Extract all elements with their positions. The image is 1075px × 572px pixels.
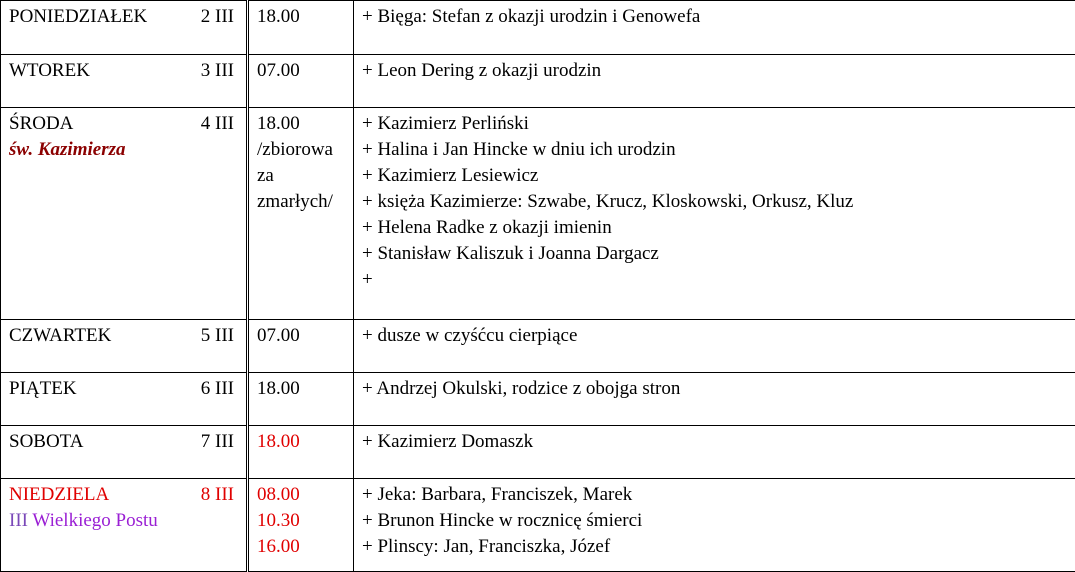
time-cell	[248, 426, 354, 479]
liturgical-week-name: Wielkiego Postu	[32, 510, 157, 531]
day-date: 8 III	[201, 482, 234, 508]
day-cell	[1, 108, 248, 320]
intention: + Bięga: Stefan z okazji urodzin i Genowefa	[362, 4, 1067, 30]
time-cell	[248, 108, 354, 320]
intention: + Kazimierz Perliński	[362, 111, 1067, 137]
day-name: CZWARTEK	[9, 323, 111, 349]
intention: + Jeka: Barbara, Franciszek, Marek	[362, 482, 1067, 508]
table-row-monday	[1, 1, 1075, 55]
intention: + księża Kazimierze: Szwabe, Krucz, Kloskowski, Orkusz, Kluz	[362, 189, 1067, 215]
time-cell	[248, 1, 354, 55]
intention: + dusze w czyśćcu cierpiące	[362, 323, 1067, 349]
mass-time: 18.00	[257, 376, 345, 402]
intentions-cell	[354, 479, 1075, 572]
intention: +	[362, 267, 1067, 293]
day-name: WTOREK	[9, 58, 90, 84]
mass-note: za	[257, 163, 345, 189]
day-name: SOBOTA	[9, 429, 84, 455]
table-row-tuesday	[1, 55, 1075, 108]
liturgical-week-number: III	[9, 510, 28, 531]
day-name: PONIEDZIAŁEK	[9, 4, 147, 30]
time-cell	[248, 320, 354, 373]
intention: + Stanisław Kaliszuk i Joanna Dargacz	[362, 241, 1067, 267]
intentions-cell	[354, 426, 1075, 479]
day-cell	[1, 55, 248, 108]
day-cell	[1, 426, 248, 479]
mass-time: 08.00	[257, 482, 345, 508]
day-cell	[1, 1, 248, 55]
day-date: 3 III	[201, 58, 234, 84]
day-date: 2 III	[201, 4, 234, 30]
day-date: 5 III	[201, 323, 234, 349]
intention: + Andrzej Okulski, rodzice z obojga stron	[362, 376, 1067, 402]
mass-note: zmarłych/	[257, 189, 345, 215]
mass-time: 10.30	[257, 508, 345, 534]
liturgical-week	[9, 508, 238, 534]
table-row-wednesday	[1, 108, 1075, 320]
table-row-sunday	[1, 479, 1075, 572]
intention: + Halina i Jan Hincke w dniu ich urodzin	[362, 137, 1067, 163]
mass-time: 16.00	[257, 534, 345, 560]
day-date: 6 III	[201, 376, 234, 402]
mass-note: /zbiorowa	[257, 137, 345, 163]
mass-time: 18.00	[257, 429, 345, 455]
table-row-friday	[1, 373, 1075, 426]
intention: + Kazimierz Lesiewicz	[362, 163, 1067, 189]
mass-time: 18.00	[257, 111, 345, 137]
day-date: 4 III	[201, 111, 234, 137]
intentions-cell	[354, 55, 1075, 108]
intentions-cell	[354, 108, 1075, 320]
day-cell	[1, 479, 248, 572]
day-date: 7 III	[201, 429, 234, 455]
intentions-cell	[354, 320, 1075, 373]
feast-name: św. Kazimierza	[9, 137, 238, 163]
day-name: PIĄTEK	[9, 376, 77, 402]
day-name: NIEDZIELA	[9, 482, 109, 508]
mass-time: 07.00	[257, 323, 345, 349]
intention: + Leon Dering z okazji urodzin	[362, 58, 1067, 84]
time-cell	[248, 373, 354, 426]
mass-time: 07.00	[257, 58, 345, 84]
intention: + Kazimierz Domaszk	[362, 429, 1067, 455]
mass-time: 18.00	[257, 4, 345, 30]
intention: + Brunon Hincke w rocznicę śmierci	[362, 508, 1067, 534]
day-cell	[1, 320, 248, 373]
day-name: ŚRODA	[9, 111, 73, 137]
table-row-thursday	[1, 320, 1075, 373]
table-row-saturday	[1, 426, 1075, 479]
intentions-cell	[354, 1, 1075, 55]
time-cell	[248, 55, 354, 108]
intention: + Plinscy: Jan, Franciszka, Józef	[362, 534, 1067, 560]
time-cell	[248, 479, 354, 572]
day-cell	[1, 373, 248, 426]
intention: + Helena Radke z okazji imienin	[362, 215, 1067, 241]
intentions-cell	[354, 373, 1075, 426]
